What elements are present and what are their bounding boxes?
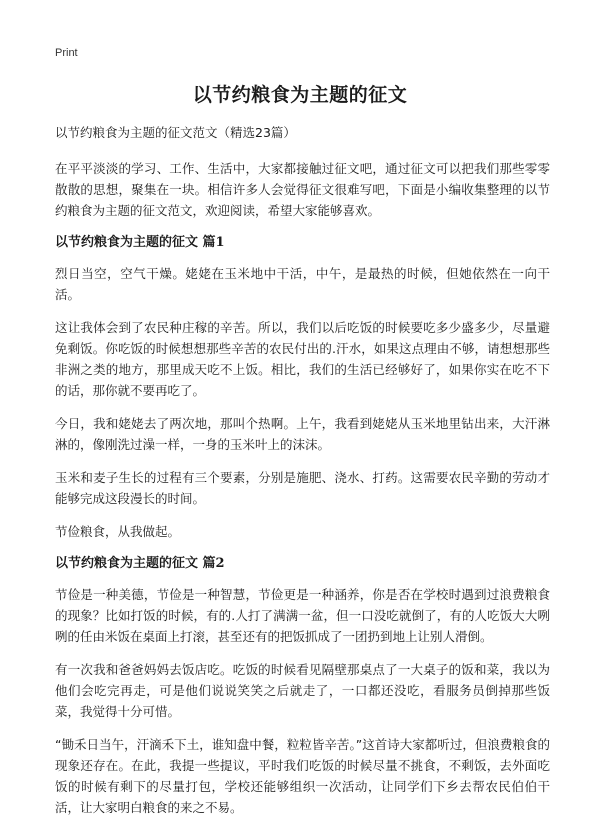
page-title: 以节约粮食为主题的征文 xyxy=(192,84,408,106)
section-paragraph: 烈日当空，空气干燥。姥姥在玉米地中干活，中午，是最热的时候，但她依然在一向干活。 xyxy=(55,266,550,302)
section-paragraph: 玉米和麦子生长的过程有三个要素，分别是施肥、浇水、打药。这需要农民辛勤的劳动才能够完成这段漫长的时间。 xyxy=(55,470,550,506)
print-link[interactable]: Print xyxy=(55,47,78,59)
section-heading: 以节约粮食为主题的征文 篇2 xyxy=(55,556,225,571)
section-paragraph: 有一次我和爸爸妈妈去饭店吃。吃饭的时候看见隔壁那桌点了一大桌子的饭和菜，我以为他们会吃完再走，可是他们说说笑笑之后就走了，一口都还没吃，看服务员倒掉那些饭菜，我觉得十分可惜。 xyxy=(55,662,550,719)
section-paragraph: 今日，我和姥姥去了两次地，那叫个热啊。上午，我看到姥姥从玉米地里钻出来，大汗淋淋的，像刚洗过澡一样，一身的玉米叶上的沫沫。 xyxy=(55,416,550,452)
section-paragraph: 这让我体会到了农民种庄稼的辛苦。所以，我们以后吃饭的时候要吃多少盛多少，尽量避免剩饭。你吃饭的时候想想那些辛苦的农民付出的.汗水，如果这点理由不够，请想想那些非洲之类的地方，那里成天吃不上饭。相比，我们的生活已经够好了，如果你实在吃不下的话，那你就不要再吃了。 xyxy=(55,320,550,398)
section-paragraph: 节俭是一种美德，节俭是一种智慧，节俭更是一种涵养，你是否在学校时遇到过浪费粮食的现象？比如打饭的时候，有的.人打了满满一盆，但一口没吃就倒了，有的人吃饭大大咧咧的任由米饭在桌面上打滚，甚至还有的把饭抓成了一团扔到地上让别人滑倒。 xyxy=(55,587,550,644)
section-2 xyxy=(55,554,550,818)
intro-paragraph: 在平平淡淡的学习、工作、生活中，大家都接触过征文吧，通过征文可以把我们那些零零散散的思想，聚集在一块。相信许多人会觉得征文很难写吧，下面是小编收集整理的以节约粮食为主题的征文范文，欢迎阅读，希望大家能够喜欢。 xyxy=(55,161,550,218)
section-paragraph: “锄禾日当午，汗滴禾下土，谁知盘中餐，粒粒皆辛苦。”这首诗大家都听过，但浪费粮食的现象还存在。在此，我提一些提议，平时我们吃饭的时候尽量不挑食，不剩饭，去外面吃饭的时候有剩下的尽量打包，学校还能够组织一次活动，让同学们下乡去帮农民伯伯干活，让大家明白粮食的来之不易。 xyxy=(55,737,550,815)
section-1 xyxy=(55,233,550,542)
subtitle: 以节约粮食为主题的征文范文（精选23篇） xyxy=(55,125,296,140)
section-paragraph: 节俭粮食，从我做起。 xyxy=(55,524,181,539)
document-body xyxy=(55,124,550,830)
section-heading: 以节约粮食为主题的征文 篇1 xyxy=(55,235,225,250)
